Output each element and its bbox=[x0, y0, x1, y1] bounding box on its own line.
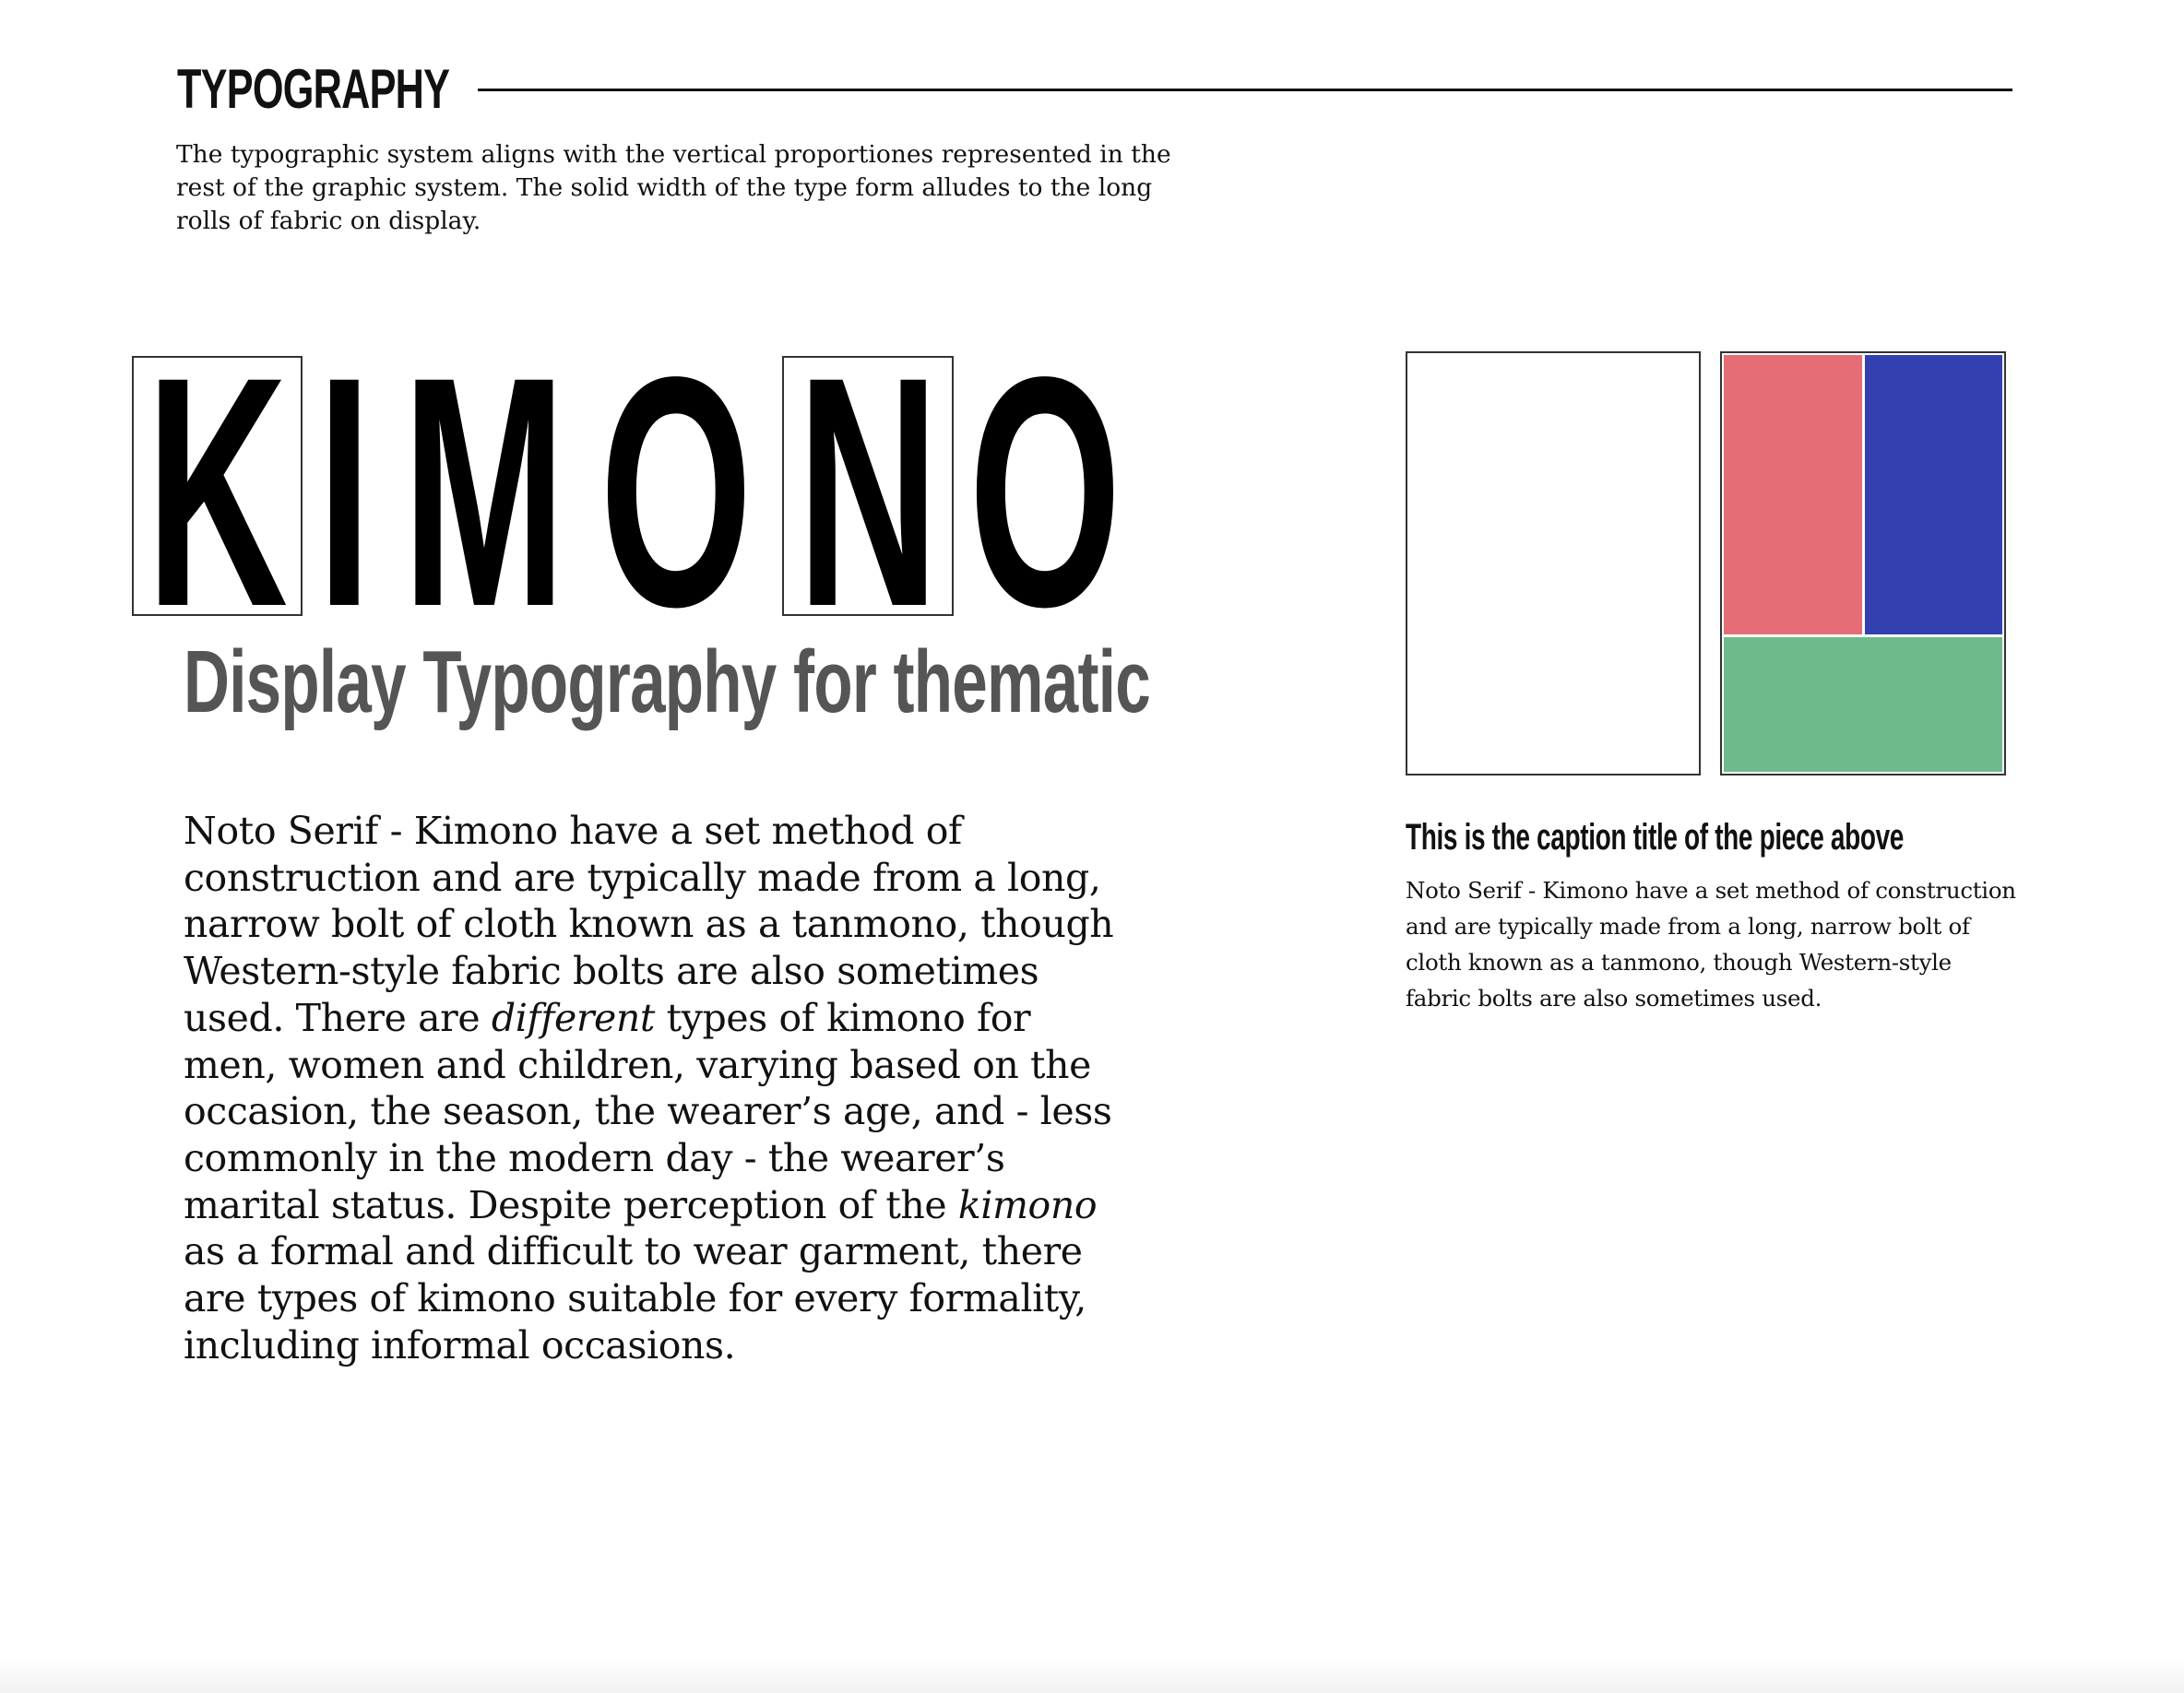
figure-blank-frame bbox=[1406, 351, 1701, 775]
swatch-green bbox=[1724, 637, 2002, 772]
body-paragraph: Noto Serif - Kimono have a set method of construction and are typically made from a long, narrow bolt of cloth known as a tanmono, though Western-style fabric bolts are also sometimes used. There are different types of kimono for men, women and children, varying based on the occasion, the season, the wearer’s age, and - less commonly in the modern day - the wearer’s marital status. Despite perception of the kimono as a formal and difficult to wear garment, there are types of kimono suitable for every formality, including informal occasions. bbox=[184, 809, 1114, 1367]
section-header bbox=[177, 57, 2012, 122]
figure-color-grid bbox=[1720, 351, 2006, 775]
display-letter-n: N bbox=[782, 356, 954, 616]
display-word-kimono bbox=[132, 309, 1146, 675]
caption-text: Noto Serif - Kimono have a set method of construction and are typically made from a long, narrow bolt of cloth known as a tanmono, though Western-style fabric bolts are also sometimes used. bbox=[1406, 877, 2016, 1012]
display-subtitle: Display Typography for thematic bbox=[184, 633, 1150, 731]
swatch-blue bbox=[1865, 355, 2002, 634]
page-bottom-fade bbox=[0, 1656, 2184, 1693]
header-rule bbox=[478, 89, 2012, 91]
section-title: TYPOGRAPHY bbox=[177, 58, 450, 120]
caption-title: This is the caption title of the piece above bbox=[1406, 817, 1905, 858]
italic-kimono: kimono bbox=[957, 1182, 1098, 1227]
intro-paragraph: The typographic system aligns with the vertical proportiones represented in the rest of the graphic system. The solid width of the type form alludes to the long rolls of fabric on display. bbox=[176, 140, 1171, 235]
display-letter-o-1: O bbox=[599, 309, 753, 675]
display-letter-m: M bbox=[402, 309, 566, 675]
display-letter-k: K bbox=[132, 356, 303, 616]
display-letter-i: I bbox=[316, 309, 372, 675]
italic-different: different bbox=[491, 995, 655, 1040]
display-letter-o-2: O bbox=[968, 309, 1122, 675]
swatch-red bbox=[1724, 355, 1862, 634]
